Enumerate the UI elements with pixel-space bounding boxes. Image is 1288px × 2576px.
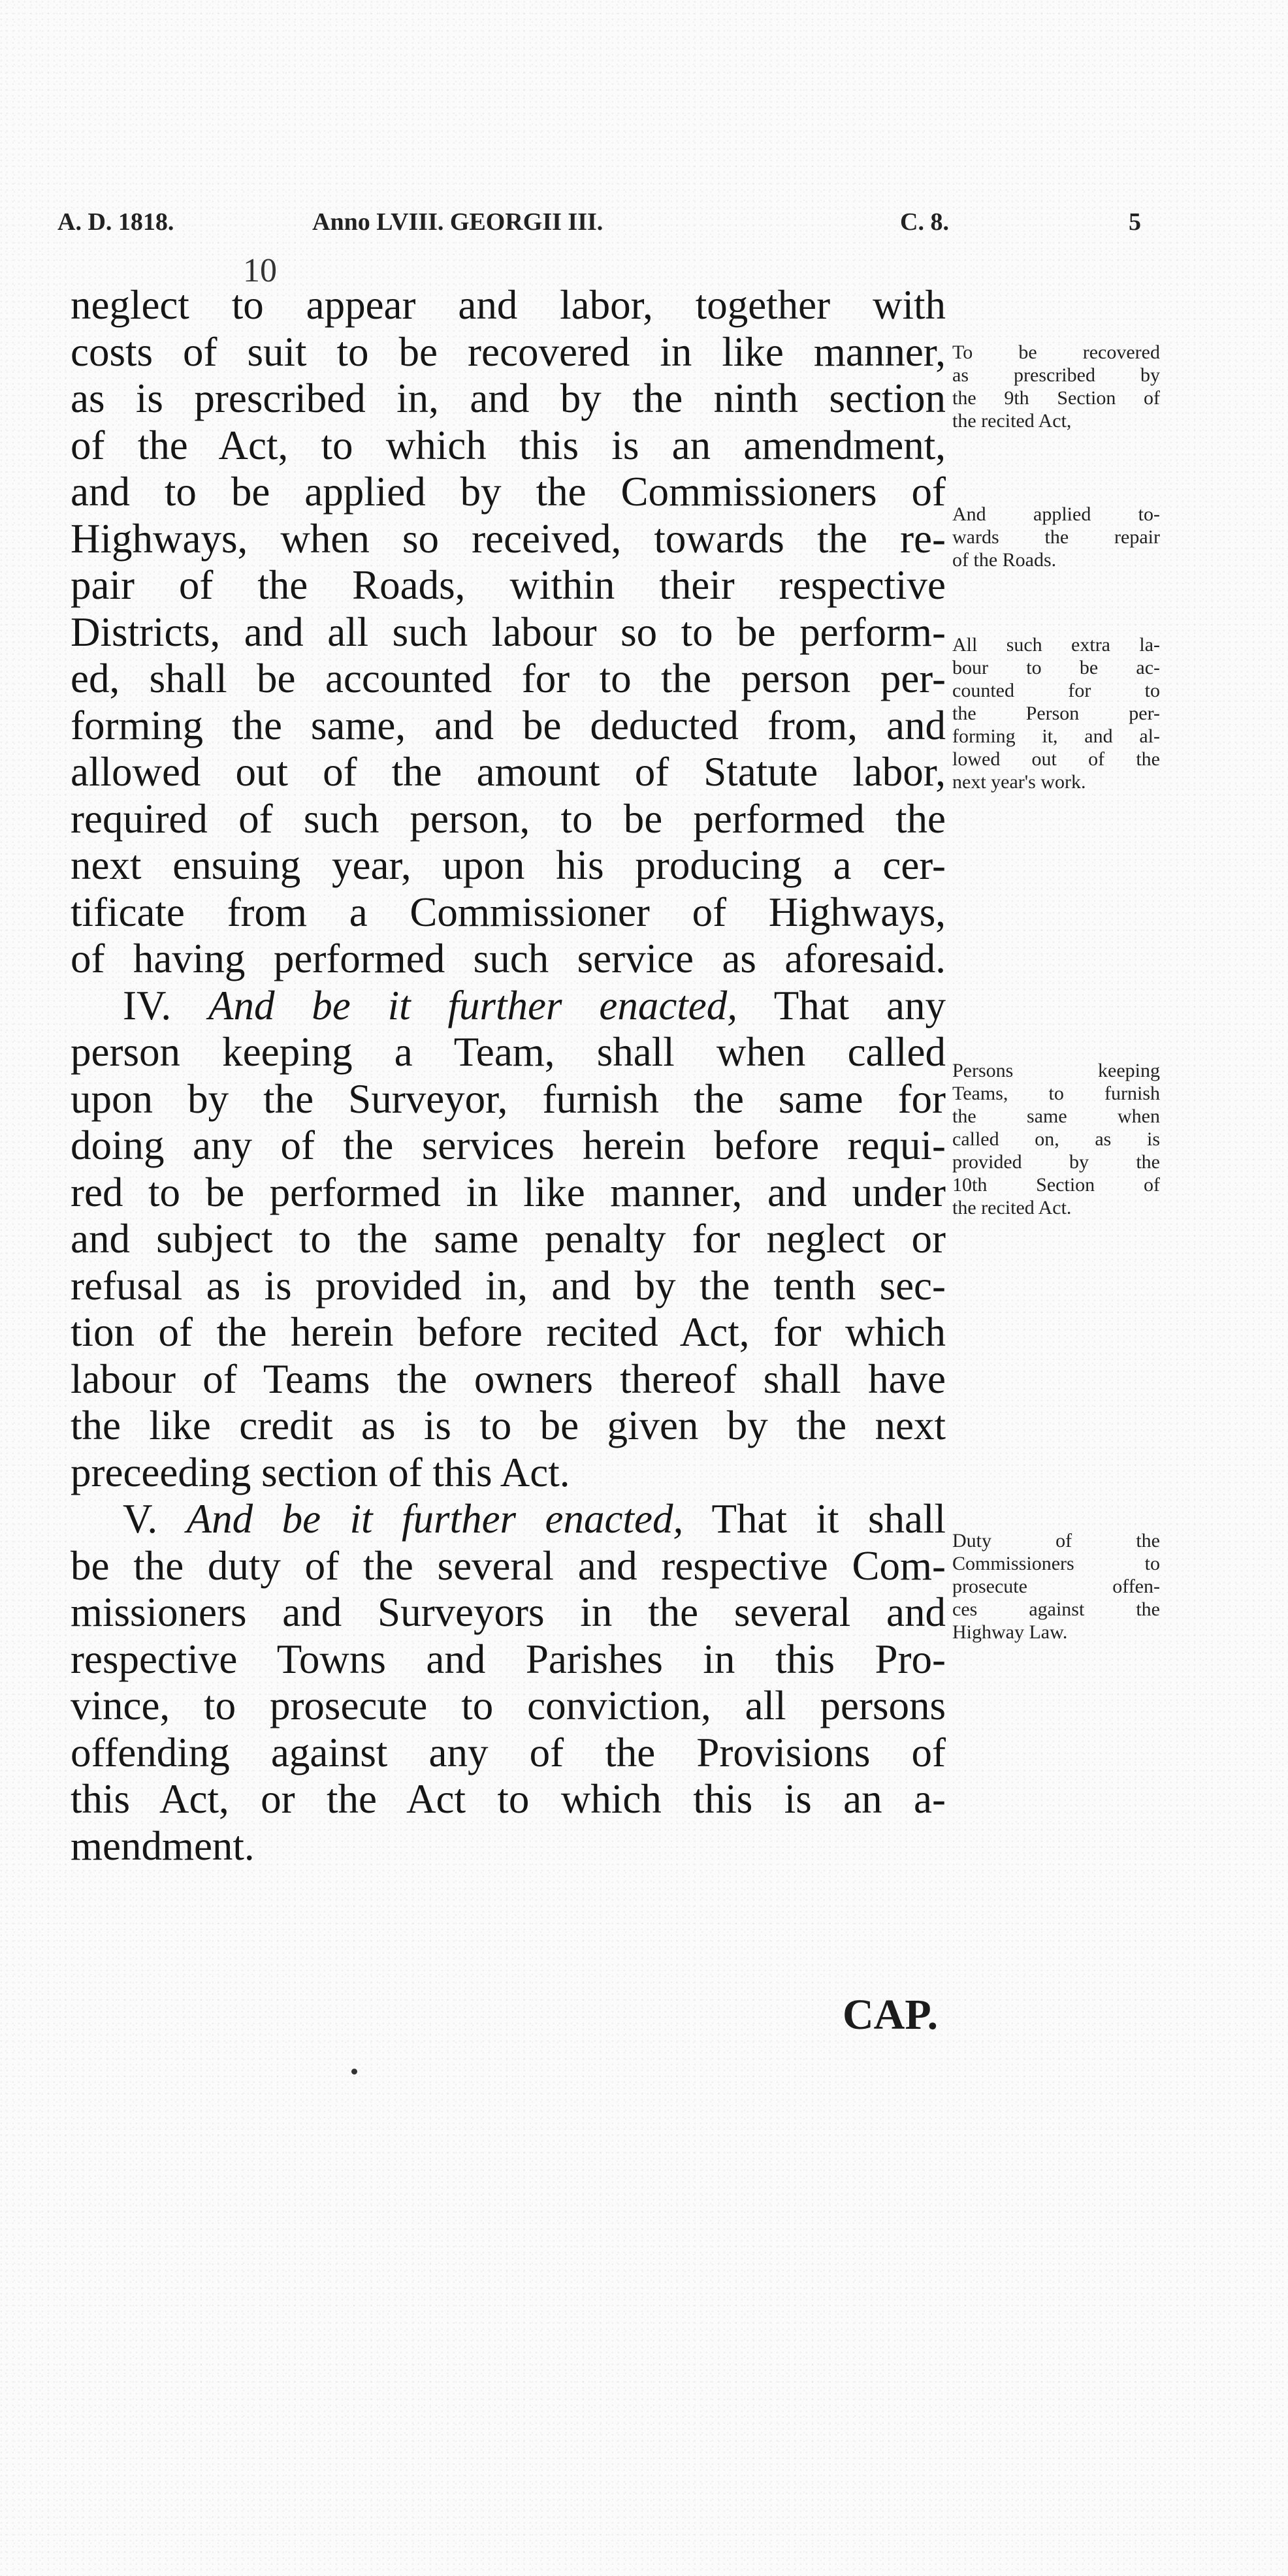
margin-note-line: bour to be ac- (952, 657, 1160, 678)
text-line (71, 1450, 946, 1497)
margin-note-line: And applied to- (952, 503, 1160, 525)
margin-note-line: the recited Act, (952, 410, 1072, 432)
header-chapter: C. 8. (900, 208, 949, 236)
enacting-clause: And be it further enacted, (186, 1496, 684, 1542)
margin-note-line: the same when (952, 1105, 1160, 1127)
margin-note-line: Duty of the (952, 1530, 1160, 1551)
text-line (71, 562, 946, 609)
text-run: Districts, and all such labour so to be perform- (71, 609, 946, 655)
text-line (71, 1076, 946, 1123)
margin-note-line: Commissioners to (952, 1553, 1160, 1574)
margin-note-line: lowed out of the (952, 748, 1160, 770)
text-run: this Act, or the Act to which this is an a- (71, 1776, 946, 1822)
margin-note-line: of the Roads. (952, 549, 1057, 571)
text-line (71, 1122, 946, 1169)
text-run: pair of the Roads, within their respective (71, 562, 946, 608)
text-run: vince, to prosecute to conviction, all persons (71, 1683, 946, 1728)
text-line (71, 1730, 946, 1777)
page-number: 5 (1129, 208, 1141, 236)
text-run: red to be performed in like manner, and under (71, 1169, 946, 1215)
text-line (71, 1683, 946, 1730)
catchword: CAP. (843, 1991, 939, 2039)
margin-note-line: 10th Section of (952, 1174, 1160, 1196)
text-run: neglect to appear and labor, together with (71, 282, 946, 328)
text-run: of the Act, to which this is an amendment, (71, 422, 946, 468)
margin-note-line: called on, as is (952, 1128, 1160, 1150)
text-run: respective Towns and Parishes in this Pro- (71, 1636, 946, 1682)
margin-note-line: All such extra la- (952, 634, 1160, 656)
margin-note-line: To be recovered (952, 342, 1160, 363)
text-line (71, 422, 946, 469)
text-line (71, 1823, 946, 1870)
margin-note-extra-labour (952, 633, 1160, 793)
text-run: refusal as is provided in, and by the tenth sec- (71, 1262, 946, 1309)
text-run: and to be applied by the Commissioners of (71, 469, 946, 515)
text-run: as is prescribed in, and by the ninth section (71, 375, 946, 421)
margin-note-line: Persons keeping (952, 1060, 1160, 1081)
text-line (71, 983, 946, 1030)
text-run: ed, shall be accounted for to the person per- (71, 656, 946, 701)
text-run: of having performed such service as aforesaid. (71, 936, 946, 981)
text-run: tificate from a Commissioner of Highways, (71, 889, 946, 935)
text-line (71, 1589, 946, 1636)
margin-note-recovered (952, 341, 1160, 432)
text-run: costs of suit to be recovered in like manner, (71, 328, 946, 375)
text-line (71, 1309, 946, 1356)
text-run: V. (123, 1496, 187, 1542)
margin-note-line: the 9th Section of (952, 387, 1160, 409)
margin-note-line: Highway Law. (952, 1621, 1068, 1643)
text-run: Highways, when so received, towards the re- (71, 515, 946, 562)
text-run: IV. (123, 982, 208, 1028)
text-line (71, 375, 946, 422)
text-run: upon by the Surveyor, furnish the same for (71, 1075, 946, 1122)
text-line (71, 656, 946, 703)
text-line (71, 1496, 946, 1543)
text-line (71, 1029, 946, 1076)
ink-speck (351, 2069, 357, 2075)
text-line (71, 1263, 946, 1310)
text-run: be the duty of the several and respective Com- (71, 1542, 946, 1589)
text-run: tion of the herein before recited Act, for which (71, 1309, 946, 1355)
text-run: doing any of the services herein before requi- (71, 1122, 946, 1168)
text-line (71, 282, 946, 329)
margin-note-teams (952, 1059, 1160, 1219)
text-run: next ensuing year, upon his producing a cer- (71, 842, 946, 888)
text-run: offending against any of the Provisions of (71, 1729, 946, 1775)
margin-note-line: the recited Act. (952, 1197, 1072, 1218)
text-line (71, 889, 946, 936)
enacting-clause: And be it further enacted, (208, 982, 737, 1028)
text-line (71, 329, 946, 376)
margin-note-line: ces against the (952, 1598, 1160, 1620)
text-run: and subject to the same penalty for neglect or (71, 1216, 946, 1262)
text-line (71, 1403, 946, 1450)
text-line (71, 842, 946, 889)
running-header (57, 208, 1168, 247)
text-line (71, 796, 946, 843)
text-line (71, 1169, 946, 1216)
text-run: person keeping a Team, shall when called (71, 1029, 946, 1075)
margin-note-line: next year's work. (952, 771, 1086, 793)
text-line (71, 1543, 946, 1590)
text-line (71, 1636, 946, 1683)
text-run: That any (737, 982, 946, 1028)
margin-note-line: wards the repair (952, 526, 1160, 548)
text-line (71, 1356, 946, 1403)
text-line (71, 1216, 946, 1263)
text-line (71, 1776, 946, 1823)
header-year: A. D. 1818. (57, 208, 174, 236)
top-catch-mark: 10 (243, 252, 277, 289)
text-line (71, 469, 946, 516)
text-run: That it shall (683, 1496, 946, 1542)
text-line (71, 703, 946, 750)
margin-note-line: prosecute offen- (952, 1576, 1160, 1597)
margin-note-line: provided by the (952, 1151, 1160, 1173)
text-line (71, 749, 946, 796)
statute-body-text (71, 282, 946, 1869)
margin-note-line: Teams, to furnish (952, 1083, 1160, 1104)
margin-note-line: forming it, and al- (952, 725, 1160, 747)
margin-note-line: as prescribed by (952, 364, 1160, 386)
text-line (71, 936, 946, 983)
text-line (71, 609, 946, 656)
text-run: preceeding section of this Act. (71, 1449, 570, 1495)
text-run: missioners and Surveyors in the several and (71, 1589, 946, 1635)
text-run: the like credit as is to be given by the next (71, 1403, 946, 1448)
text-line (71, 516, 946, 563)
margin-note-line: counted for to (952, 680, 1160, 701)
header-regnal-year: Anno LVIII. GEORGII III. (312, 208, 604, 236)
text-run: labour of Teams the owners thereof shall have (71, 1356, 946, 1402)
text-run: allowed out of the amount of Statute labor, (71, 749, 946, 795)
text-run: mendment. (71, 1822, 255, 1869)
margin-note-line: the Person per- (952, 703, 1160, 724)
margin-note-duty (952, 1529, 1160, 1644)
text-run: forming the same, and be deducted from, and (71, 702, 946, 748)
text-run: required of such person, to be performed the (71, 795, 946, 842)
margin-note-applied (952, 503, 1160, 571)
